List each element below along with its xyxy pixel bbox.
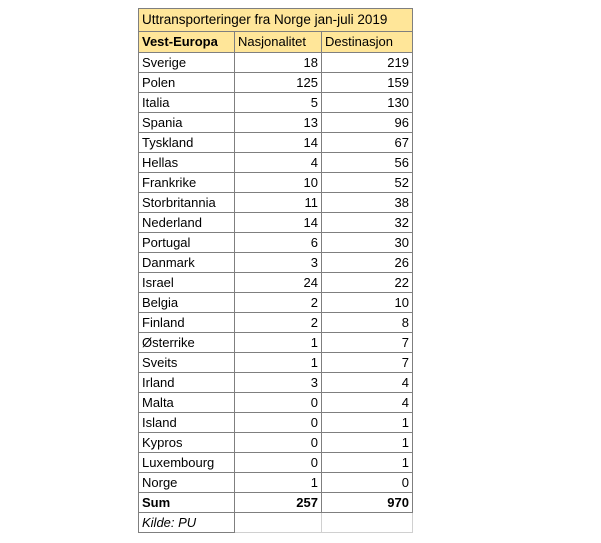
nationality-cell[interactable]: 1 [235, 333, 322, 353]
destination-cell[interactable]: 32 [322, 213, 413, 233]
country-cell[interactable]: Hellas [139, 153, 235, 173]
destination-cell[interactable]: 219 [322, 53, 413, 73]
nationality-cell[interactable]: 3 [235, 253, 322, 273]
nationality-cell[interactable]: 11 [235, 193, 322, 213]
nationality-cell[interactable]: 0 [235, 413, 322, 433]
header-row [139, 32, 413, 53]
country-cell[interactable]: Israel [139, 273, 235, 293]
table-row [139, 433, 413, 453]
destination-cell[interactable]: 7 [322, 353, 413, 373]
empty-cell[interactable] [322, 513, 413, 533]
deportations-table [138, 8, 413, 533]
destination-cell[interactable]: 56 [322, 153, 413, 173]
destination-cell[interactable]: 8 [322, 313, 413, 333]
country-cell[interactable]: Spania [139, 113, 235, 133]
title-row [139, 9, 413, 32]
destination-cell[interactable]: 1 [322, 433, 413, 453]
sum-nationality[interactable]: 257 [235, 493, 322, 513]
destination-cell[interactable]: 30 [322, 233, 413, 253]
header-nationality[interactable]: Nasjonalitet [235, 32, 322, 53]
destination-cell[interactable]: 130 [322, 93, 413, 113]
country-cell[interactable]: Sverige [139, 53, 235, 73]
destination-cell[interactable]: 52 [322, 173, 413, 193]
table-row [139, 353, 413, 373]
country-cell[interactable]: Frankrike [139, 173, 235, 193]
nationality-cell[interactable]: 5 [235, 93, 322, 113]
nationality-cell[interactable]: 4 [235, 153, 322, 173]
destination-cell[interactable]: 22 [322, 273, 413, 293]
nationality-cell[interactable]: 6 [235, 233, 322, 253]
table-row [139, 253, 413, 273]
destination-cell[interactable]: 1 [322, 453, 413, 473]
table-row [139, 293, 413, 313]
country-cell[interactable]: Finland [139, 313, 235, 333]
nationality-cell[interactable]: 14 [235, 213, 322, 233]
destination-cell[interactable]: 38 [322, 193, 413, 213]
destination-cell[interactable]: 96 [322, 113, 413, 133]
country-cell[interactable]: Island [139, 413, 235, 433]
country-cell[interactable]: Norge [139, 473, 235, 493]
nationality-cell[interactable]: 125 [235, 73, 322, 93]
country-cell[interactable]: Nederland [139, 213, 235, 233]
table-row [139, 313, 413, 333]
table-row [139, 73, 413, 93]
nationality-cell[interactable]: 18 [235, 53, 322, 73]
country-cell[interactable]: Danmark [139, 253, 235, 273]
nationality-cell[interactable]: 10 [235, 173, 322, 193]
sum-label[interactable]: Sum [139, 493, 235, 513]
table-title[interactable]: Uttransporteringer fra Norge jan-juli 2019 [139, 9, 413, 32]
table-row [139, 133, 413, 153]
country-cell[interactable]: Luxembourg [139, 453, 235, 473]
destination-cell[interactable]: 26 [322, 253, 413, 273]
table-row [139, 273, 413, 293]
table-row [139, 393, 413, 413]
country-cell[interactable]: Portugal [139, 233, 235, 253]
nationality-cell[interactable]: 3 [235, 373, 322, 393]
country-cell[interactable]: Irland [139, 373, 235, 393]
nationality-cell[interactable]: 2 [235, 293, 322, 313]
table-row [139, 373, 413, 393]
table-row [139, 413, 413, 433]
table-row [139, 453, 413, 473]
country-cell[interactable]: Storbritannia [139, 193, 235, 213]
country-cell[interactable]: Sveits [139, 353, 235, 373]
destination-cell[interactable]: 7 [322, 333, 413, 353]
table-row [139, 53, 413, 73]
table-row [139, 113, 413, 133]
destination-cell[interactable]: 159 [322, 73, 413, 93]
source-row [139, 513, 413, 533]
table-row [139, 93, 413, 113]
sum-destination[interactable]: 970 [322, 493, 413, 513]
table-row [139, 213, 413, 233]
country-cell[interactable]: Italia [139, 93, 235, 113]
destination-cell[interactable]: 4 [322, 373, 413, 393]
country-cell[interactable]: Polen [139, 73, 235, 93]
nationality-cell[interactable]: 1 [235, 353, 322, 373]
destination-cell[interactable]: 0 [322, 473, 413, 493]
country-cell[interactable]: Tyskland [139, 133, 235, 153]
destination-cell[interactable]: 1 [322, 413, 413, 433]
table-row [139, 233, 413, 253]
table-row [139, 333, 413, 353]
destination-cell[interactable]: 4 [322, 393, 413, 413]
country-cell[interactable]: Østerrike [139, 333, 235, 353]
destination-cell[interactable]: 67 [322, 133, 413, 153]
nationality-cell[interactable]: 24 [235, 273, 322, 293]
table-row [139, 193, 413, 213]
nationality-cell[interactable]: 13 [235, 113, 322, 133]
spreadsheet-table-container [138, 8, 412, 533]
empty-cell[interactable] [235, 513, 322, 533]
table-row [139, 473, 413, 493]
nationality-cell[interactable]: 2 [235, 313, 322, 333]
nationality-cell[interactable]: 0 [235, 453, 322, 473]
sum-row [139, 493, 413, 513]
nationality-cell[interactable]: 1 [235, 473, 322, 493]
header-region[interactable]: Vest-Europa [139, 32, 235, 53]
table-row [139, 173, 413, 193]
nationality-cell[interactable]: 0 [235, 433, 322, 453]
source-note[interactable]: Kilde: PU [139, 513, 235, 533]
table-row [139, 153, 413, 173]
country-cell[interactable]: Kypros [139, 433, 235, 453]
nationality-cell[interactable]: 0 [235, 393, 322, 413]
header-destination[interactable]: Destinasjon [322, 32, 413, 53]
country-cell[interactable]: Belgia [139, 293, 235, 313]
destination-cell[interactable]: 10 [322, 293, 413, 313]
country-cell[interactable]: Malta [139, 393, 235, 413]
nationality-cell[interactable]: 14 [235, 133, 322, 153]
